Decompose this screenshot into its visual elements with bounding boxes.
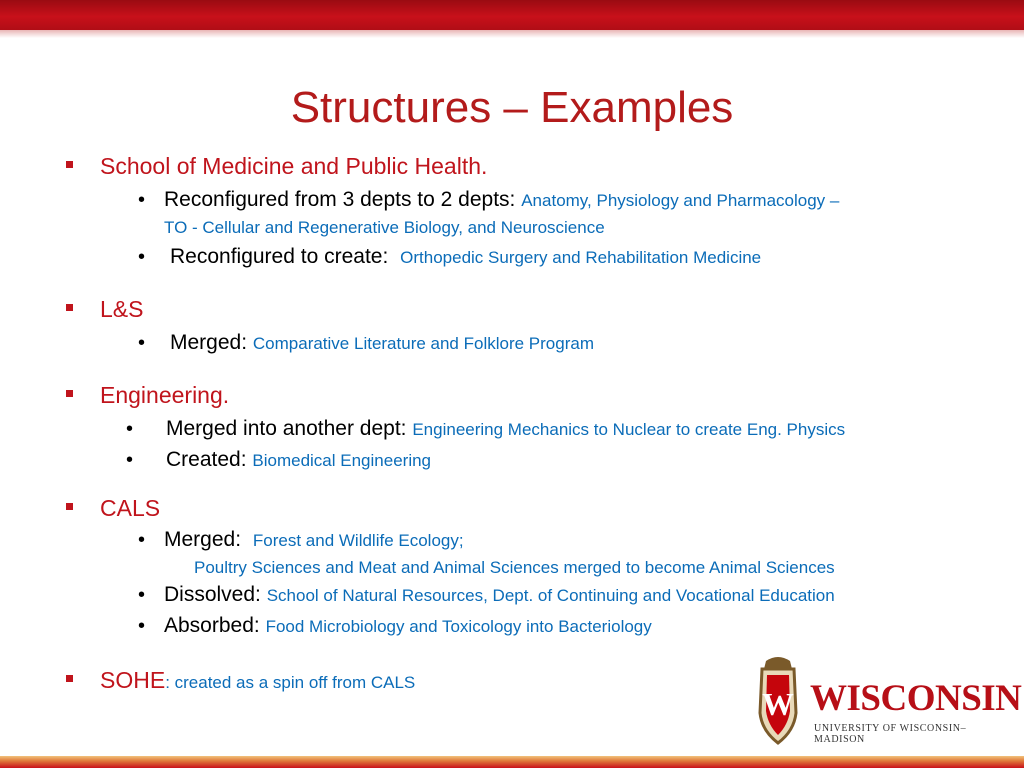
list-item — [138, 185, 992, 240]
item-detail-continuation: Poultry Sciences and Meat and Animal Sciences merged to become Animal Sciences — [194, 558, 835, 577]
item-label: Absorbed: — [164, 614, 260, 637]
bullet-icon: • — [126, 418, 134, 440]
university-logo — [746, 655, 1022, 747]
logo-tagline: UNIVERSITY OF WISCONSIN–MADISON — [814, 723, 967, 745]
item-label: Reconfigured from 3 depts to 2 depts: — [164, 188, 516, 211]
item-detail: Orthopedic Surgery and Rehabilitation Medicine — [400, 248, 762, 267]
list-item — [126, 445, 992, 476]
item-label: Reconfigured to create: — [170, 245, 389, 268]
bullet-icon: • — [138, 529, 146, 551]
section-engineering — [62, 381, 992, 410]
item-detail: Forest and Wildlife Ecology; — [252, 531, 464, 550]
bullet-icon: • — [138, 615, 146, 637]
square-bullet-icon — [66, 503, 73, 510]
wordmark: WISCONSIN — [810, 678, 1022, 719]
slide-title: Structures – Examples — [290, 83, 734, 132]
section-suffix: : created as a spin off from CALS — [165, 673, 416, 692]
item-detail: Food Microbiology and Toxicology into Bacteriology — [265, 617, 652, 636]
top-banner — [0, 0, 1024, 30]
square-bullet-icon — [66, 390, 73, 397]
section-medicine — [62, 152, 992, 181]
item-detail: Biomedical Engineering — [252, 451, 431, 470]
section-cals — [62, 494, 992, 523]
slide-body — [62, 152, 992, 697]
svg-text:W: W — [762, 686, 794, 722]
section-heading: L&S — [100, 296, 144, 322]
list-item — [138, 611, 992, 642]
bullet-icon: • — [138, 332, 146, 354]
item-detail-continuation: TO - Cellular and Regenerative Biology, and Neuroscience — [164, 218, 605, 237]
section-heading: School of Medicine and Public Health. — [100, 153, 488, 179]
section-heading: CALS — [100, 495, 161, 521]
bullet-icon: • — [138, 189, 146, 211]
bottom-banner — [0, 756, 1024, 768]
item-detail: Anatomy, Physiology and Pharmacology – — [521, 191, 840, 210]
top-banner-fade — [0, 30, 1024, 38]
list-item — [138, 242, 992, 273]
section-ls — [62, 295, 992, 324]
square-bullet-icon — [66, 304, 73, 311]
square-bullet-icon — [66, 161, 73, 168]
item-label: Merged: — [164, 528, 242, 551]
item-detail: School of Natural Resources, Dept. of Continuing and Vocational Education — [266, 586, 835, 605]
list-item — [138, 525, 992, 580]
list-item — [126, 414, 992, 445]
crest-icon — [746, 655, 810, 747]
section-heading: Engineering. — [100, 382, 230, 408]
section-heading: SOHE — [100, 667, 166, 693]
item-label: Created: — [166, 448, 247, 471]
list-item — [138, 328, 992, 359]
item-detail: Comparative Literature and Folklore Program — [252, 334, 594, 353]
item-label: Merged into another dept: — [166, 417, 407, 440]
item-label: Dissolved: — [164, 583, 261, 606]
square-bullet-icon — [66, 675, 73, 682]
bullet-icon: • — [138, 584, 146, 606]
bullet-icon: • — [138, 246, 146, 268]
item-label: Merged: — [170, 331, 248, 354]
item-detail: Engineering Mechanics to Nuclear to create Eng. Physics — [412, 420, 846, 439]
list-item — [138, 580, 992, 611]
bullet-icon: • — [126, 449, 134, 471]
